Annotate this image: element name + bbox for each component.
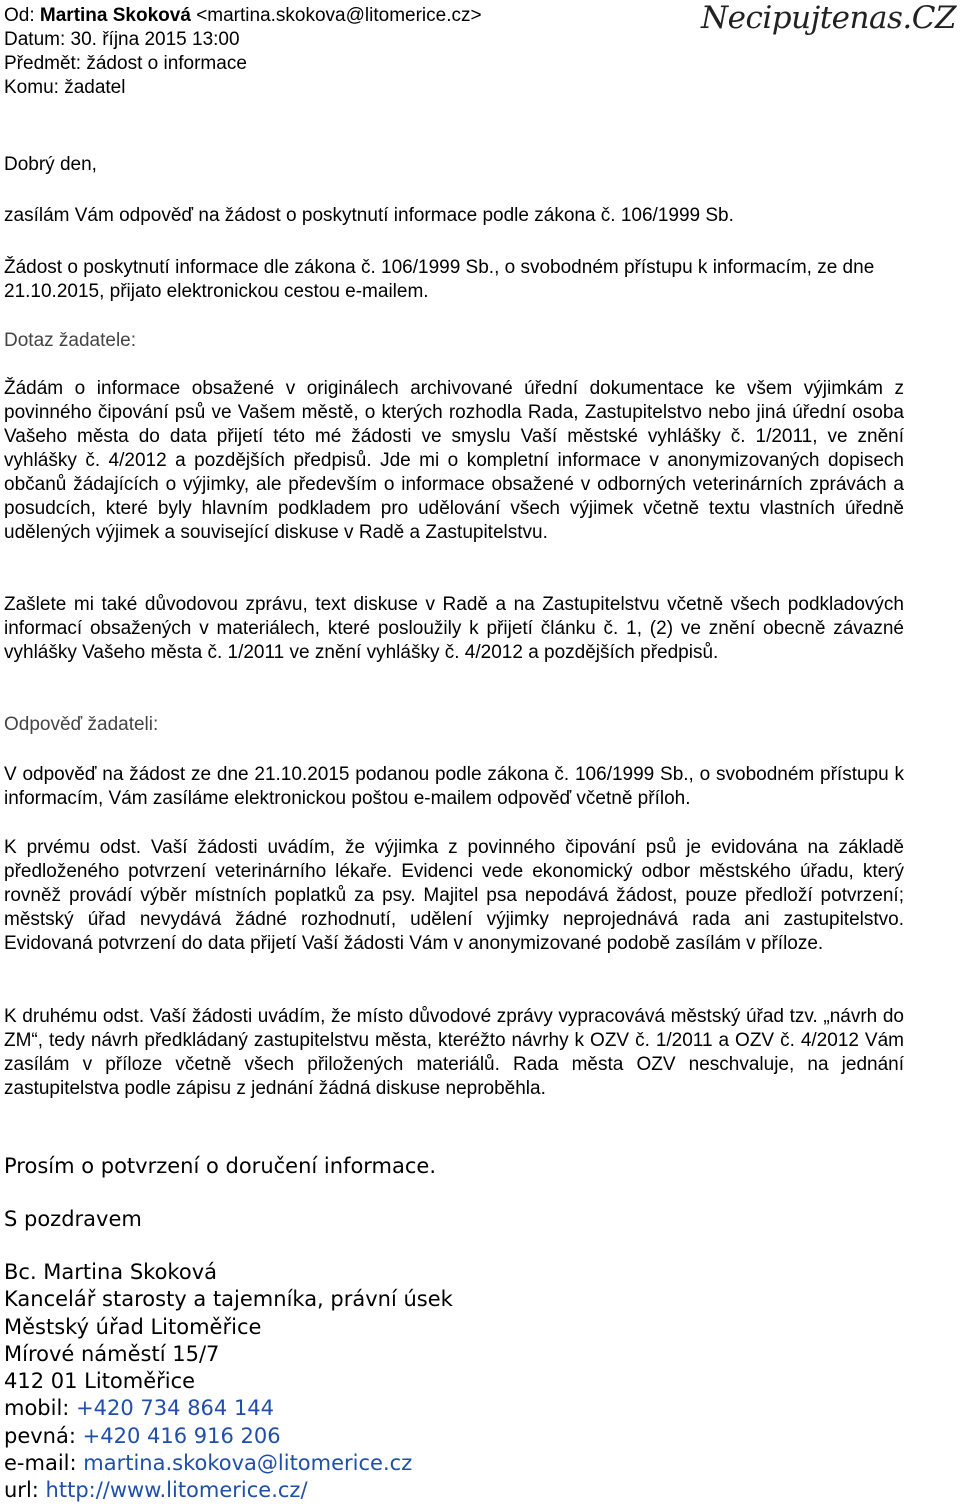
watermark-logo: Necipujtenas.CZ [701, 0, 956, 36]
signature-mobile-row [4, 1395, 453, 1422]
url-link[interactable]: http://www.litomerice.cz/ [45, 1478, 308, 1503]
request-info-paragraph: Žádost o poskytnutí informace dle zákona č. 106/1999 Sb., o svobodném přístupu k informacím, ze dne 21.10.2015, přijato elektronickou cestou e-mailem. [4, 257, 875, 302]
from-name: Martina Skoková [39, 5, 191, 26]
signature-phone-row [4, 1423, 453, 1450]
signature-name: Bc. Martina Skoková [4, 1260, 217, 1284]
question-heading: Dotaz žadatele: [4, 330, 137, 351]
to-line: Komu: žadatel [4, 77, 126, 98]
email-link[interactable]: martina.skokova@litomerice.cz [83, 1451, 413, 1476]
question-paragraph-1: Žádám o informace obsažené v originálech archivované úřední dokumentace ke všem výjimkám z povinného čipování psů ve Vašem městě, o kterých rozhodla Rada, Zastupitelstvo nebo jiná úřední osoba Vašeho města do data přijetí této mé žádosti ve smyslu Vaší městské vyhlášky č. 1/2011, ve znění vyhlášky č. 4/2012 a pozdějších předpisů. Jde mi o kompletní informace v anonymizovaných dopisech občanů žádajících o výjimky, ale především o informace obsažené v odborných veterinárních zprávách a posudcích, které byly hlavním podkladem pro udělování všech výjimek včetně textu vlastních úředně udělených výjimek a související diskuse v Radě a Zastupitelstvu. [4, 378, 904, 543]
email-header [4, 4, 482, 100]
mobile-label: mobil: [4, 1396, 70, 1421]
answer-heading: Odpověď žadateli: [4, 714, 159, 735]
url-label: url: [4, 1478, 39, 1503]
from-label: Od: [4, 5, 35, 26]
phone-label: pevná: [4, 1423, 76, 1448]
intro-paragraph: zasílám Vám odpověď na žádost o poskytnutí informace podle zákona č. 106/1999 Sb. [4, 205, 734, 226]
answer-paragraph-1: V odpověď na žádost ze dne 21.10.2015 podanou podle zákona č. 106/1999 Sb., o svobodném přístupu k informacím, Vám zasíláme elektronickou poštou e-mailem odpověď včetně příloh. [4, 764, 904, 809]
signature-url-row [4, 1477, 453, 1504]
phone-number-link[interactable]: +420 416 916 206 [82, 1423, 281, 1448]
answer-paragraph-3: K druhému odst. Vaší žádosti uvádím, že místo důvodové zprávy vypracovává městský úřad tzv. „návrh do ZM“, tedy návrh předkládaný zastupitelstvu města, kteréžto návrhy k OZV č. 1/2011 a OZV č. 4/2012 Vám zasílám v příloze včetně všech přiložených materiálů. Rada města OZV neschvaluje, na jednání zastupitelstva podle zápisu z jednání žádná diskuse neproběhla. [4, 1006, 904, 1099]
from-email[interactable]: <martina.skokova@litomerice.cz> [196, 5, 482, 26]
answer-paragraph-2: K prvému odst. Vaší žádosti uvádím, že výjimka z povinného čipování psů je evidována na základě předloženého potvrzení veterinárního lékaře. Evidenci vede ekonomický odbor městského úřadu, který rovněž provádí výběr místních poplatků za psy. Majitel psa nepodává žádost, pouze předloží potvrzení; městský úřad nevydává žádné rozhodnutí, udělení výjimky neprojednává rada ani zastupitelstvo. Evidovaná potvrzení do data přijetí Vaší žádosti Vám v anonymizované podobě zasílám v příloze. [4, 837, 904, 954]
date-line: Datum: 30. října 2015 13:00 [4, 29, 240, 50]
signature-department: Kancelář starosty a tajemníka, právní úsek [4, 1287, 453, 1312]
from-line [4, 4, 482, 28]
signature-street: Mírové náměstí 15/7 [4, 1341, 220, 1366]
regards: S pozdravem [4, 1207, 142, 1231]
signature-city: 412 01 Litoměřice [4, 1369, 196, 1394]
confirm-request: Prosím o potvrzení o doručení informace. [4, 1154, 437, 1178]
signature-office: Městský úřad Litoměřice [4, 1314, 262, 1339]
subject-line: Předmět: žádost o informace [4, 53, 247, 74]
signature-email-row [4, 1450, 453, 1477]
signature-block [4, 1259, 453, 1505]
mobile-number-link[interactable]: +420 734 864 144 [76, 1396, 275, 1421]
greeting: Dobrý den, [4, 154, 97, 175]
question-paragraph-2: Zašlete mi také důvodovou zprávu, text diskuse v Radě a na Zastupitelstvu včetně všech podkladových informací obsažených v materiálech, které posloužily k přijetí článku č. 1, (2) ve znění obecně závazné vyhlášky Vašeho města č. 1/2011 ve znění vyhlášky č. 4/2012 a pozdějších předpisů. [4, 594, 904, 663]
email-label: e-mail: [4, 1451, 77, 1476]
